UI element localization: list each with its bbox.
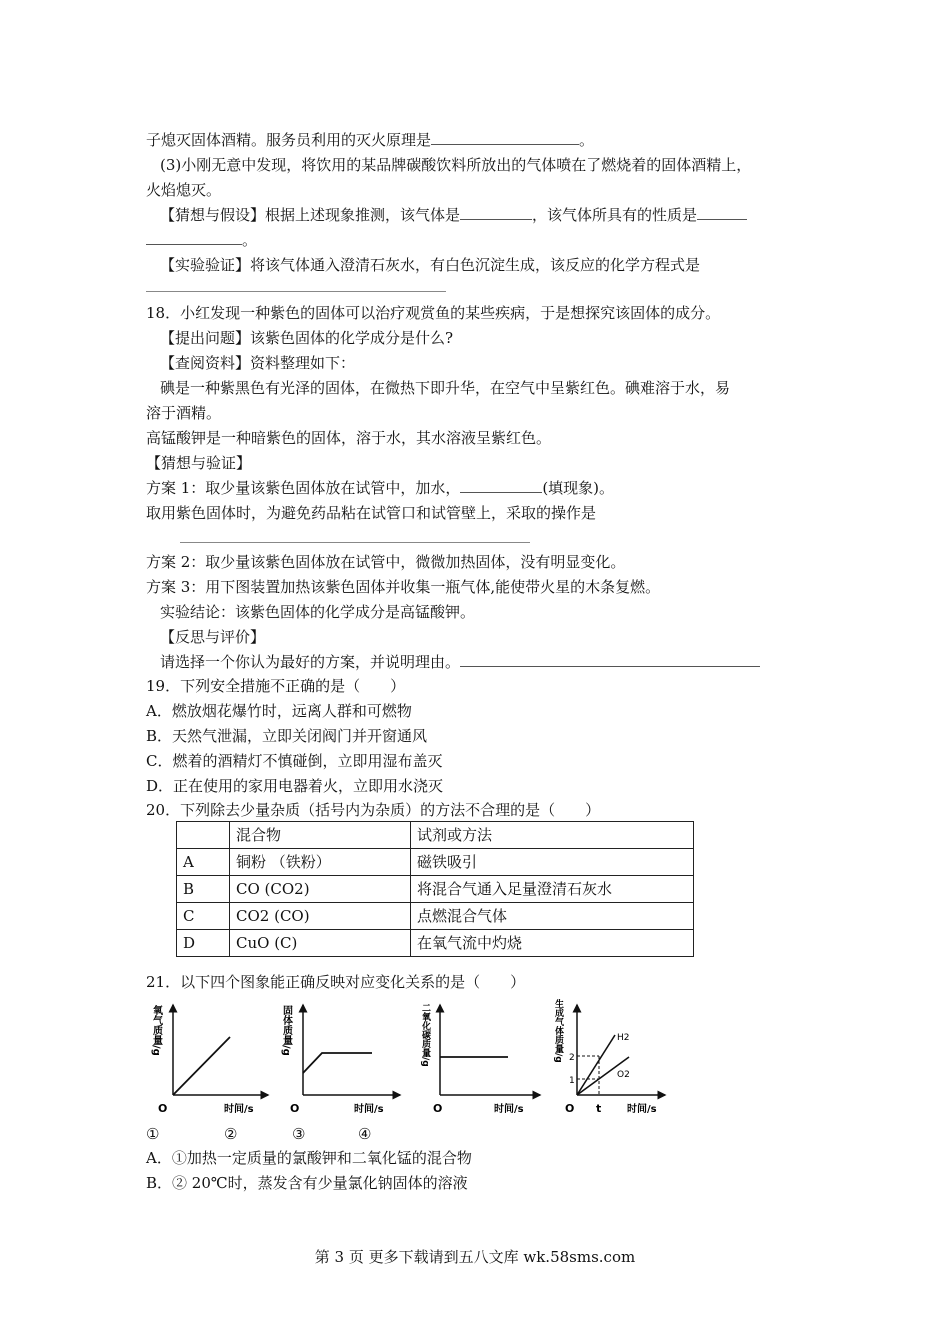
q18-line6: 高锰酸钾是一种暗紫色的固体，溶于水，其水溶液呈紫红色。 [146, 429, 552, 447]
table-row [177, 930, 694, 957]
q18-line14-text: 请选择一个你认为最好的方案，并说明理由。 [160, 653, 461, 671]
table-cell: CO (CO2) [230, 876, 411, 903]
q17-line2: (3)小刚无意中发现，将饮用的某品牌碳酸饮料所放出的气体喷在了燃烧着的固体酒精上， [160, 156, 752, 174]
q17-line4-b: ，该气体所具有的性质是 [532, 206, 698, 224]
table-cell: 铜粉 （铁粉） [230, 849, 411, 876]
chart-4-legend-o2: O2 [617, 1070, 630, 1080]
answer-blank[interactable] [460, 478, 542, 493]
table-cell: 磁铁吸引 [411, 849, 694, 876]
table-header-cell: 混合物 [230, 822, 411, 849]
table-cell: CO2 (CO) [230, 903, 411, 930]
q20-stem: 20．下列除去少量杂质（括号内为杂质）的方法不合理的是（ ） [146, 801, 601, 819]
chart-4-ylabel: 生成气体质量/g [553, 999, 563, 1063]
chart-1 [140, 995, 275, 1120]
q18-line4: 碘是一种紫黑色有光泽的固体，在微热下即升华，在空气中呈紫红色。碘难溶于水，易 [160, 379, 731, 397]
table-row [177, 876, 694, 903]
q18-line3: 【查阅资料】资料整理如下： [160, 354, 356, 372]
q18-line12: 实验结论：该紫色固体的化学成分是高锰酸钾。 [160, 603, 476, 621]
q18-line13: 【反思与评价】 [160, 628, 266, 646]
q18-line14 [160, 652, 760, 672]
table-cell: D [177, 930, 230, 957]
table-cell: 将混合气通入足量澄清石灰水 [411, 876, 694, 903]
q19-option-b[interactable]: B．天然气泄漏，立即关闭阀门并开窗通风 [146, 727, 428, 745]
answer-blank[interactable] [146, 230, 242, 245]
table-header-cell [177, 822, 230, 849]
q21-option-a[interactable]: A．①加热一定质量的氯酸钾和二氧化锰的混合物 [146, 1149, 472, 1167]
chart-2-series-line [303, 1053, 372, 1073]
chart-2 [280, 995, 415, 1120]
q17-line5-end: 。 [242, 231, 258, 249]
chart-4-xtick: t [596, 1102, 602, 1115]
chart-3-xlabel: 时间/s [494, 1104, 524, 1115]
chart-4-series-h2 [577, 1035, 615, 1095]
chart-4-origin: O [565, 1102, 575, 1115]
q18-line5: 溶于酒精。 [146, 404, 222, 422]
chart-2-xlabel: 时间/s [354, 1104, 384, 1115]
q17-line1 [146, 130, 594, 150]
q18-line11: 方案 3：用下图装置加热该紫色固体并收集一瓶气体,能使带火星的木条复燃。 [146, 578, 661, 596]
answer-line[interactable] [180, 542, 530, 543]
q17-line5 [146, 230, 257, 250]
q18-line7: 【猜想与验证】 [146, 454, 252, 472]
table-cell: A [177, 849, 230, 876]
q18-line8-a: 方案 1：取少量该紫色固体放在试管中，加水， [146, 479, 461, 497]
q18-line8-b: (填现象)。 [542, 479, 615, 497]
q18-line8 [146, 478, 614, 498]
q17-line4 [160, 205, 747, 225]
q17-line4-a: 【猜想与假设】根据上述现象推测，该气体是 [160, 206, 461, 224]
chart-4 [555, 995, 670, 1120]
table-cell: C [177, 903, 230, 930]
chart-label-1: ① [146, 1125, 160, 1143]
chart-label-2: ② [224, 1125, 238, 1143]
chart-2-origin: O [290, 1102, 300, 1115]
chart-3-ylabel: 二氧化碳质量/g [420, 1003, 430, 1067]
chart-3 [420, 995, 555, 1120]
q21-option-b[interactable]: B．② 20℃时，蒸发含有少量氯化钠固体的溶液 [146, 1174, 468, 1192]
q18-line1: 18．小红发现一种紫色的固体可以治疗观赏鱼的某些疾病，于是想探究该固体的成分。 [146, 304, 721, 322]
chart-label-3: ③ [292, 1125, 306, 1143]
chart-3-origin: O [433, 1102, 443, 1115]
chart-4-xlabel: 时间/s [627, 1104, 657, 1115]
chart-1-ylabel: 氧气质量/g [150, 1005, 162, 1056]
answer-blank[interactable] [460, 205, 532, 220]
answer-line[interactable] [146, 291, 446, 292]
table-header-cell: 试剂或方法 [411, 822, 694, 849]
page-footer: 第 3 页 更多下载请到五八文库 wk.58sms.com [314, 1248, 636, 1266]
answer-blank[interactable] [460, 652, 760, 667]
q20-table [176, 821, 694, 957]
chart-4-legend-h2: H2 [617, 1033, 630, 1043]
q19-option-a[interactable]: A．燃放烟花爆竹时，远离人群和可燃物 [146, 702, 412, 720]
chart-4-ytick: 2 [569, 1053, 575, 1063]
table-cell: B [177, 876, 230, 903]
chart-2-ylabel: 固体质量/g [280, 1005, 292, 1056]
table-header-row [177, 822, 694, 849]
q21-stem: 21．以下四个图象能正确反映对应变化关系的是（ ） [146, 973, 526, 991]
chart-1-series-line [173, 1037, 230, 1095]
table-cell: CuO (C) [230, 930, 411, 957]
q18-line2: 【提出问题】该紫色固体的化学成分是什么? [160, 329, 454, 347]
q17-line1-end: 。 [579, 131, 595, 149]
q17-line6: 【实验验证】将该气体通入澄清石灰水，有白色沉淀生成，该反应的化学方程式是 [160, 256, 701, 274]
q17-line1-text: 子熄灭固体酒精。服务员利用的灭火原理是 [146, 131, 432, 149]
table-row [177, 849, 694, 876]
chart-1-xlabel: 时间/s [224, 1104, 254, 1115]
chart-4-ytick: 1 [569, 1076, 575, 1086]
q17-line3: 火焰熄灭。 [146, 181, 222, 199]
q19-stem: 19．下列安全措施不正确的是（ ） [146, 677, 406, 695]
q19-option-d[interactable]: D．正在使用的家用电器着火，立即用水浇灭 [146, 777, 444, 795]
table-row [177, 903, 694, 930]
answer-blank[interactable] [697, 205, 747, 220]
q18-line10: 方案 2：取少量该紫色固体放在试管中，微微加热固体，没有明显变化。 [146, 553, 626, 571]
q19-option-c[interactable]: C．燃着的酒精灯不慎碰倒，立即用湿布盖灭 [146, 752, 443, 770]
q18-line9: 取用紫色固体时，为避免药品粘在试管口和试管壁上，采取的操作是 [146, 504, 597, 522]
chart-1-origin: O [158, 1102, 168, 1115]
chart-label-4: ④ [358, 1125, 372, 1143]
table-cell: 点燃混合气体 [411, 903, 694, 930]
answer-blank[interactable] [431, 130, 579, 145]
table-cell: 在氧气流中灼烧 [411, 930, 694, 957]
